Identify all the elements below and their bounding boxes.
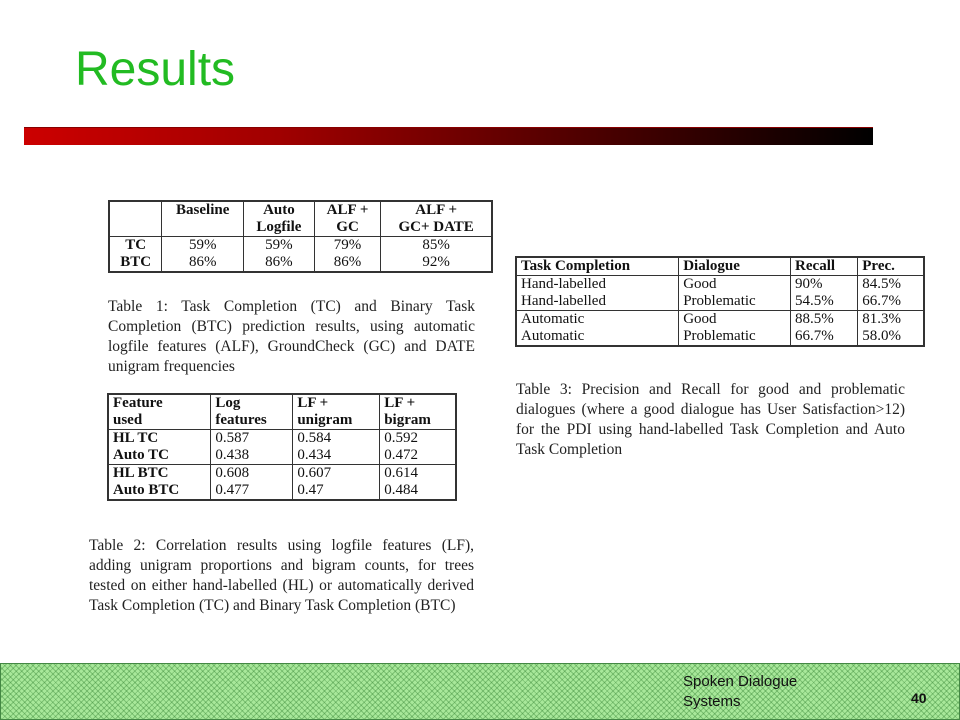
table-2-header: Log xyxy=(211,394,293,412)
table-1-header: ALF + xyxy=(314,201,380,219)
table-1-cell: 92% xyxy=(381,254,492,272)
table-3-header: Dialogue xyxy=(679,257,791,276)
table-1-cell: 79% xyxy=(314,237,380,255)
table-1-cell: 86% xyxy=(162,254,244,272)
table-3-cell: Problematic xyxy=(679,293,791,311)
table-3-caption: Table 3: Precision and Recall for good and problematic dialogues (where a good dialogue has User Satisfaction>12) for the PDI using hand-labelled Task Completion and Auto Task Completion xyxy=(516,381,905,458)
table-1-header: Baseline xyxy=(162,201,244,219)
table-3-cell: 90% xyxy=(791,276,858,294)
table-2-row-label: Auto BTC xyxy=(113,482,180,498)
table-2-cell: 0.587 xyxy=(211,430,293,448)
table-2-header: bigram xyxy=(380,412,456,430)
table-3-cell: 88.5% xyxy=(791,311,858,329)
table-1-row-label: TC xyxy=(109,237,162,255)
table-2 xyxy=(107,393,457,501)
table-3-cell: Hand-labelled xyxy=(521,293,606,309)
table-3-cell: Good xyxy=(679,276,791,294)
table-3-cell: 66.7% xyxy=(858,293,924,311)
table-1-header xyxy=(162,219,244,237)
table-row xyxy=(516,328,924,346)
table-3-cell: Hand-labelled xyxy=(516,276,679,294)
table-2-header: LF + xyxy=(293,394,380,412)
table-2-cell: 0.47 xyxy=(293,482,380,500)
table-row xyxy=(109,254,492,272)
table-1-header: ALF + xyxy=(381,201,492,219)
table-2-cell: 0.472 xyxy=(380,447,456,465)
table-row xyxy=(516,311,924,329)
table-1-header: Logfile xyxy=(244,219,315,237)
table-3-header: Recall xyxy=(791,257,858,276)
table-row xyxy=(108,430,456,448)
title-divider xyxy=(24,127,873,145)
table-3-cell: Problematic xyxy=(679,328,791,346)
table-3-cell: Automatic xyxy=(521,328,585,344)
footer-text: Spoken Dialogue Systems xyxy=(683,673,798,710)
table-row xyxy=(108,465,456,483)
table-2-header: features xyxy=(211,412,293,430)
table-3-cell: 84.5% xyxy=(858,276,924,294)
table-2-cell: 0.484 xyxy=(380,482,456,500)
table-3-cell: 54.5% xyxy=(791,293,858,311)
table-3-cell: Automatic xyxy=(516,311,679,329)
table-1-cell: 86% xyxy=(314,254,380,272)
table-2-cell: 0.477 xyxy=(211,482,293,500)
table-1-header xyxy=(109,219,162,237)
table-2-header: Feature xyxy=(113,395,163,411)
table-2-cell: 0.608 xyxy=(211,465,293,483)
table-2-row-label: Auto TC xyxy=(113,447,169,463)
table-2-cell: 0.614 xyxy=(380,465,456,483)
table-3-cell: 66.7% xyxy=(791,328,858,346)
table-1-header: GC xyxy=(314,219,380,237)
table-1-cell: 59% xyxy=(244,237,315,255)
table-3-header: Task Completion xyxy=(521,258,631,274)
table-1-cell: 86% xyxy=(244,254,315,272)
table-row xyxy=(516,276,924,294)
table-2-caption: Table 2: Correlation results using logfile features (LF), adding unigram proportions and bigram counts, for trees tested on either hand-labelled (HL) or automatically derived Task Completion (TC) and Binary Task Completion (BTC) xyxy=(89,537,474,614)
table-1 xyxy=(108,200,493,273)
table-row xyxy=(516,293,924,311)
slide-title: Results xyxy=(75,43,236,96)
table-1-cell: 85% xyxy=(381,237,492,255)
table-3-cell: 81.3% xyxy=(858,311,924,329)
table-2-cell: 0.592 xyxy=(380,430,456,448)
table-1-caption: Table 1: Task Completion (TC) and Binary Task Completion (BTC) prediction results, using automatic logfile features (ALF), GroundCheck (GC) and DATE unigram frequencies xyxy=(108,298,475,375)
table-row xyxy=(108,447,456,465)
table-3-header: Prec. xyxy=(858,257,924,276)
table-2-cell: 0.584 xyxy=(293,430,380,448)
table-2-header: LF + xyxy=(380,394,456,412)
table-2-cell: 0.438 xyxy=(211,447,293,465)
table-3-cell: Good xyxy=(679,311,791,329)
table-2-cell: 0.434 xyxy=(293,447,380,465)
table-1-header xyxy=(109,201,162,219)
table-2-header: used xyxy=(113,412,143,428)
table-3-cell: 58.0% xyxy=(858,328,924,346)
table-2-row-label: HL TC xyxy=(108,430,211,448)
table-row xyxy=(108,482,456,500)
table-1-cell: 59% xyxy=(162,237,244,255)
table-3 xyxy=(515,256,925,347)
table-1-header: Auto xyxy=(244,201,315,219)
table-2-row-label: HL BTC xyxy=(108,465,211,483)
page-number: 40 xyxy=(911,690,927,706)
table-1-row-label: BTC xyxy=(120,254,152,270)
table-row xyxy=(109,237,492,255)
table-2-header: unigram xyxy=(293,412,380,430)
table-1-header: GC+ DATE xyxy=(381,219,492,237)
table-2-cell: 0.607 xyxy=(293,465,380,483)
